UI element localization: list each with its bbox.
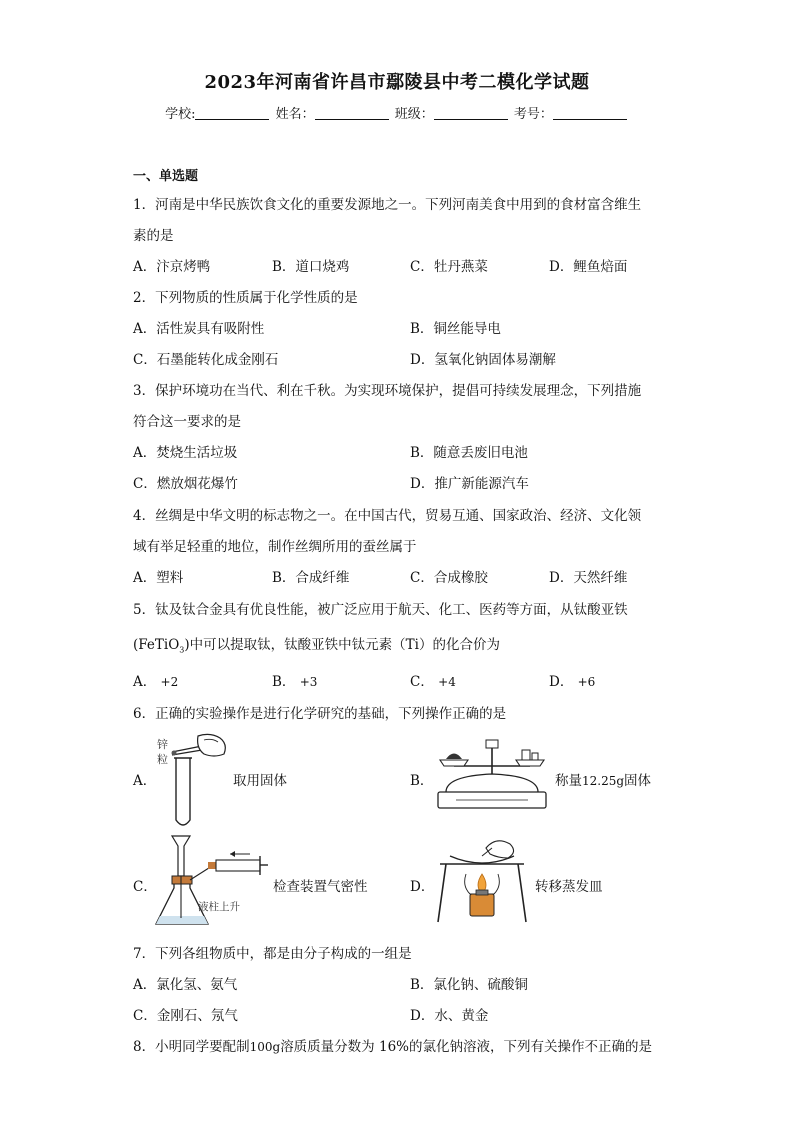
q6-option-a-text: 取用固体 bbox=[233, 773, 287, 789]
q3-option-d: D．推广新能源汽车 bbox=[410, 476, 529, 492]
q2-stem: 2．下列物质的性质属于化学性质的是 bbox=[133, 290, 358, 306]
q5-stem-rest: 中可以提取钛，钛酸亚铁中钛元素（Ti）的化合价为 bbox=[189, 637, 500, 653]
q5-option-b: B． +3 bbox=[272, 674, 318, 690]
school-blank bbox=[195, 107, 269, 120]
school-label: 学校: bbox=[165, 107, 196, 122]
q3-option-c: C．燃放烟花爆竹 bbox=[133, 476, 238, 492]
q5-stem-line1: 5．钛及钛合金具有优良性能，被广泛应用于航天、化工、医药等方面，从钛酸亚铁 bbox=[133, 602, 628, 618]
q2-option-d: D．氢氧化钠固体易潮解 bbox=[410, 352, 556, 368]
q1-option-b: B．道口烧鸡 bbox=[272, 259, 350, 275]
q5-stem-line2 bbox=[133, 633, 500, 655]
q4-option-b: B．合成纤维 bbox=[272, 570, 350, 586]
q3-option-a: A．焚烧生活垃圾 bbox=[133, 445, 238, 461]
page-title: 2023年河南省许昌市鄢陵县中考二模化学试题 bbox=[204, 72, 590, 93]
class-blank bbox=[434, 107, 508, 120]
number-blank bbox=[553, 107, 627, 120]
section-heading: 一、单选题 bbox=[133, 169, 199, 184]
q5-option-c: C． +4 bbox=[410, 674, 456, 690]
q1-option-d: D．鲤鱼焙面 bbox=[549, 259, 628, 275]
fig-label-zinc-1: 锌 bbox=[157, 738, 168, 751]
number-label: 考号： bbox=[513, 107, 553, 122]
q4-stem-line1: 4．丝绸是中华文明的标志物之一。在中国古代，贸易互通、国家政治、经济、文化领 bbox=[133, 508, 642, 524]
q6-option-c-label: C． bbox=[133, 879, 157, 895]
q7-option-d: D．水、黄金 bbox=[410, 1008, 489, 1024]
q5-option-d: D． +6 bbox=[549, 674, 596, 690]
q5-formula: (FeTiO$_3$) bbox=[133, 637, 190, 655]
q1-stem-line2: 素的是 bbox=[133, 228, 174, 244]
class-label: 班级： bbox=[394, 107, 434, 122]
q2-option-c: C．石墨能转化成金刚石 bbox=[133, 352, 279, 368]
q7-option-c: C．金刚石、氖气 bbox=[133, 1008, 238, 1024]
q7-option-a: A．氯化氢、氨气 bbox=[133, 977, 238, 993]
evaporating-dish-tripod-figure bbox=[432, 836, 532, 926]
q6-option-a-label: A． bbox=[133, 773, 157, 789]
q6-stem: 6．正确的实验操作是进行化学研究的基础，下列操作正确的是 bbox=[133, 706, 507, 722]
q6-option-b-text: 称量12.25g固体 bbox=[555, 773, 652, 789]
q1-stem-line1: 1．河南是中华民族饮食文化的重要发源地之一。下列河南美食中用到的食材富含维生 bbox=[133, 197, 642, 213]
q4-option-a: A．塑料 bbox=[133, 570, 184, 586]
q5-option-a: A． +2 bbox=[133, 674, 179, 690]
fig-label-liquid-rise: 液柱上升 bbox=[198, 901, 240, 913]
q3-stem-line2: 符合这一要求的是 bbox=[133, 414, 241, 430]
test-tube-tweezers-figure bbox=[152, 732, 232, 832]
student-info-line bbox=[0, 103, 794, 122]
flask-syringe-figure bbox=[150, 832, 270, 932]
fig-label-zinc-2: 粒 bbox=[157, 753, 168, 766]
name-label: 姓名： bbox=[275, 107, 315, 122]
q7-stem: 7．下列各组物质中，都是由分子构成的一组是 bbox=[133, 946, 412, 962]
q6-option-c-text: 检查装置气密性 bbox=[273, 879, 368, 895]
q4-option-c: C．合成橡胶 bbox=[410, 570, 488, 586]
q7-option-b: B．氯化钠、硫酸铜 bbox=[410, 977, 528, 993]
q4-option-d: D．天然纤维 bbox=[549, 570, 628, 586]
q6-option-d-label: D． bbox=[410, 879, 435, 895]
balance-scale-figure bbox=[432, 736, 552, 816]
q4-stem-line2: 域有举足轻重的地位，制作丝绸所用的蚕丝属于 bbox=[133, 539, 417, 555]
q2-option-b: B．铜丝能导电 bbox=[410, 321, 501, 337]
q3-stem-line1: 3．保护环境功在当代、利在千秋。为实现环境保护，提倡可持续发展理念，下列措施 bbox=[133, 383, 642, 399]
q6-option-b-label: B． bbox=[410, 773, 434, 789]
q1-option-a: A．汴京烤鸭 bbox=[133, 259, 211, 275]
q1-option-c: C．牡丹燕菜 bbox=[410, 259, 488, 275]
q3-option-b: B．随意丢废旧电池 bbox=[410, 445, 528, 461]
q8-stem: 8．小明同学要配制100g溶质质量分数为 16%的氯化钠溶液，下列有关操作不正确的是 bbox=[133, 1039, 652, 1055]
q2-option-a: A．活性炭具有吸附性 bbox=[133, 321, 265, 337]
q6-option-d-text: 转移蒸发皿 bbox=[535, 879, 603, 895]
name-blank bbox=[315, 107, 389, 120]
